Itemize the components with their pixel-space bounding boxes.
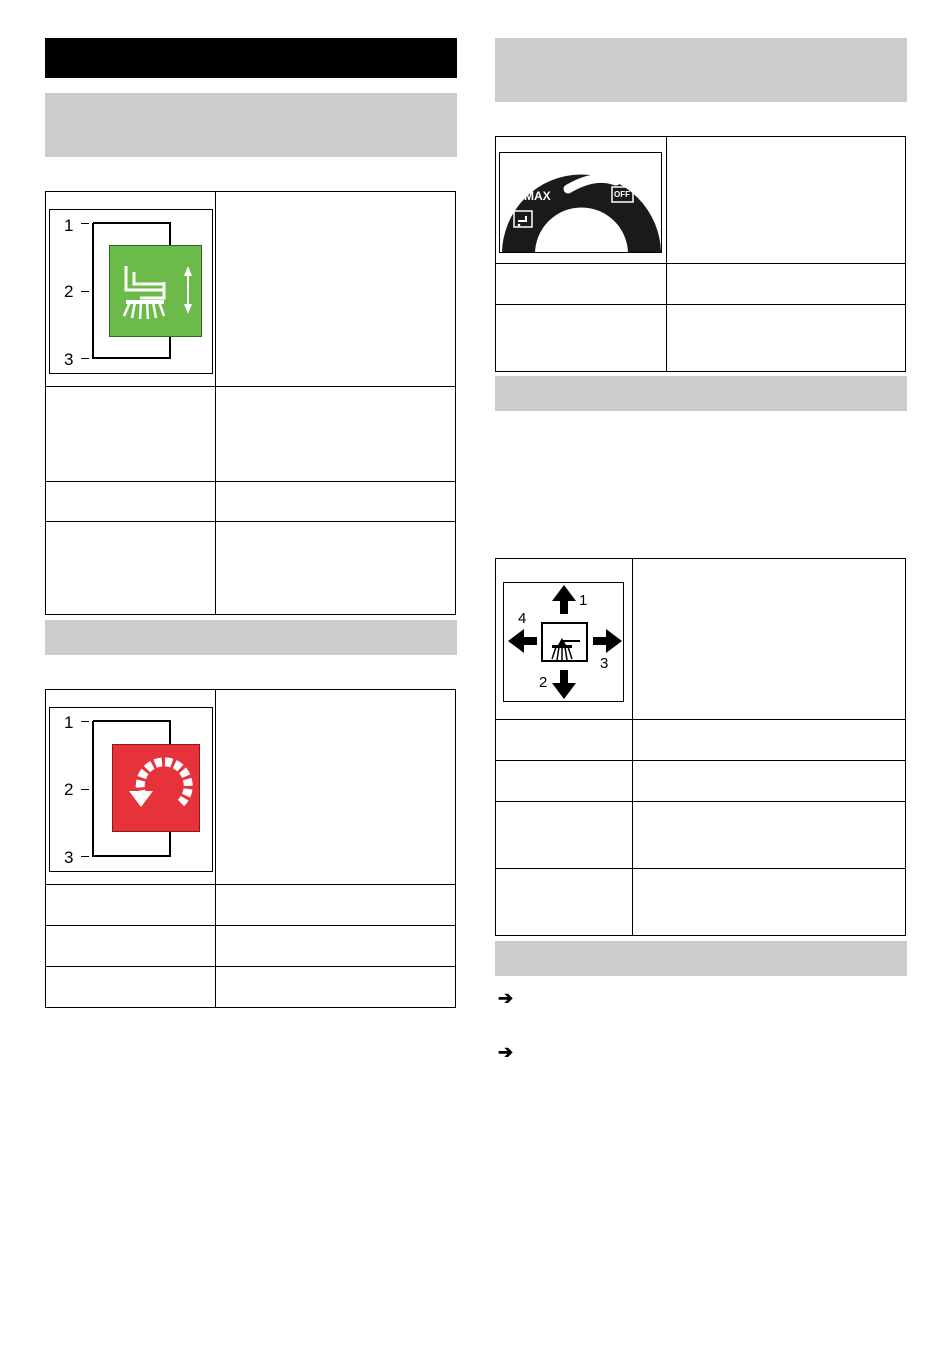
rotation-symbol-frame [49, 707, 213, 872]
table-cell [216, 885, 456, 926]
table-cell [216, 967, 456, 1008]
joystick-description-cell [633, 559, 906, 720]
section-heading-water [495, 38, 907, 102]
indicator-number-2: 2 [64, 780, 74, 799]
table-cell [46, 482, 216, 522]
sweeper-direction-icon [504, 583, 625, 703]
table-cell [216, 926, 456, 967]
rotation-description-cell [216, 690, 456, 885]
dial-description-cell [667, 137, 906, 264]
bullet-arrow-icon: ➔ [498, 988, 514, 1008]
section-heading-brush [45, 93, 457, 157]
direction-number-3: 3 [600, 655, 609, 672]
dial-max-label: MAX [524, 189, 551, 203]
brush-symbol-frame [49, 209, 213, 374]
dial-symbol-cell [496, 137, 667, 264]
table-cell [46, 885, 216, 926]
bullet-arrow-icon: ➔ [498, 1042, 514, 1062]
table-cell [46, 967, 216, 1008]
indicator-number-3: 3 [64, 350, 74, 369]
joystick-table [495, 558, 906, 936]
table-cell [46, 522, 216, 615]
table-cell [667, 305, 906, 372]
table-cell [46, 387, 216, 482]
joystick-symbol-cell [496, 559, 633, 720]
indicator-number-3: 3 [64, 848, 74, 867]
table-cell [496, 869, 633, 936]
direction-number-4: 4 [518, 610, 527, 627]
rotation-arrow-icon [113, 745, 201, 833]
indicator-number-1: 1 [64, 216, 74, 235]
table-cell [667, 264, 906, 305]
table-cell [216, 482, 456, 522]
table-cell [633, 720, 906, 761]
chapter-header-bar [45, 38, 457, 78]
rotation-symbol-cell [46, 690, 216, 885]
table-cell [496, 305, 667, 372]
section-heading-driving [495, 376, 907, 411]
table-cell [633, 869, 906, 936]
indicator-number-1: 1 [64, 713, 74, 732]
indicator-number-2: 2 [64, 282, 74, 301]
section-heading-side-brush [45, 620, 457, 655]
brush-lift-symbol [109, 245, 202, 337]
direction-number-1: 1 [579, 592, 588, 609]
table-cell [496, 264, 667, 305]
rotation-symbol [112, 744, 200, 832]
joystick-frame [503, 582, 624, 702]
dial-off-label: OFF [614, 190, 630, 199]
table-cell [216, 522, 456, 615]
table-cell [216, 387, 456, 482]
table-cell [496, 720, 633, 761]
table-cell [496, 802, 633, 869]
brush-head-lift-icon [110, 246, 203, 338]
water-dial-graphic [500, 153, 662, 253]
dial-frame [499, 152, 662, 253]
brush-lift-table [45, 191, 456, 615]
table-cell [46, 926, 216, 967]
section-heading-final [495, 941, 907, 976]
table-cell [633, 802, 906, 869]
brush-description-cell [216, 192, 456, 387]
brush-symbol-cell [46, 192, 216, 387]
water-dial-table [495, 136, 906, 372]
table-cell [496, 761, 633, 802]
table-cell [633, 761, 906, 802]
side-brush-table [45, 689, 456, 1008]
direction-number-2: 2 [539, 674, 548, 691]
